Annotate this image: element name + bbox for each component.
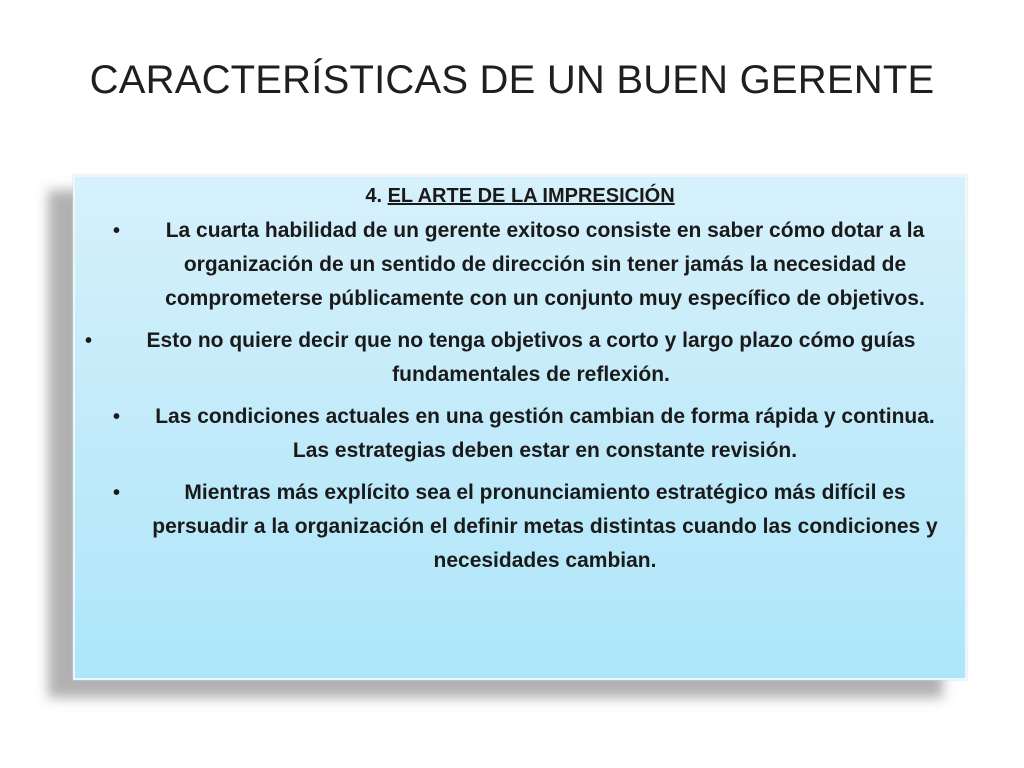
list-item [75,476,965,578]
slide-title: CARACTERÍSTICAS DE UN BUEN GERENTE [89,58,935,102]
section-heading [75,185,965,208]
list-item [75,214,965,316]
bullet-text: Mientras más explícito sea el pronunciamiento estratégico más difícil es persuadir a la organización el definir metas distintas cuando las condiciones y necesidades cambian. [152,481,938,572]
bullet-list [75,214,965,578]
content-box [73,175,967,680]
section-heading-number: 4. [365,185,388,207]
bullet-icon: • [113,220,121,242]
bullet-text: Las condiciones actuales en una gestión cambian de forma rápida y continua. Las estrategias deben estar en constante revisión. [155,405,935,462]
bullet-icon: • [113,406,121,428]
section-heading-text: EL ARTE DE LA IMPRESICIÓN [387,185,675,207]
bullet-text: Esto no quiere decir que no tenga objetivos a corto y largo plazo cómo guías fundamentales de reflexión. [146,329,916,386]
bullet-text: La cuarta habilidad de un gerente exitoso consiste en saber cómo dotar a la organización de un sentido de dirección sin tener jamás la necesidad de comprometerse públicamente con un conjunto muy específico de objetivos. [165,219,925,310]
list-item [75,324,965,392]
bullet-icon: • [85,330,93,352]
list-item [75,400,965,468]
bullet-icon: • [113,482,121,504]
